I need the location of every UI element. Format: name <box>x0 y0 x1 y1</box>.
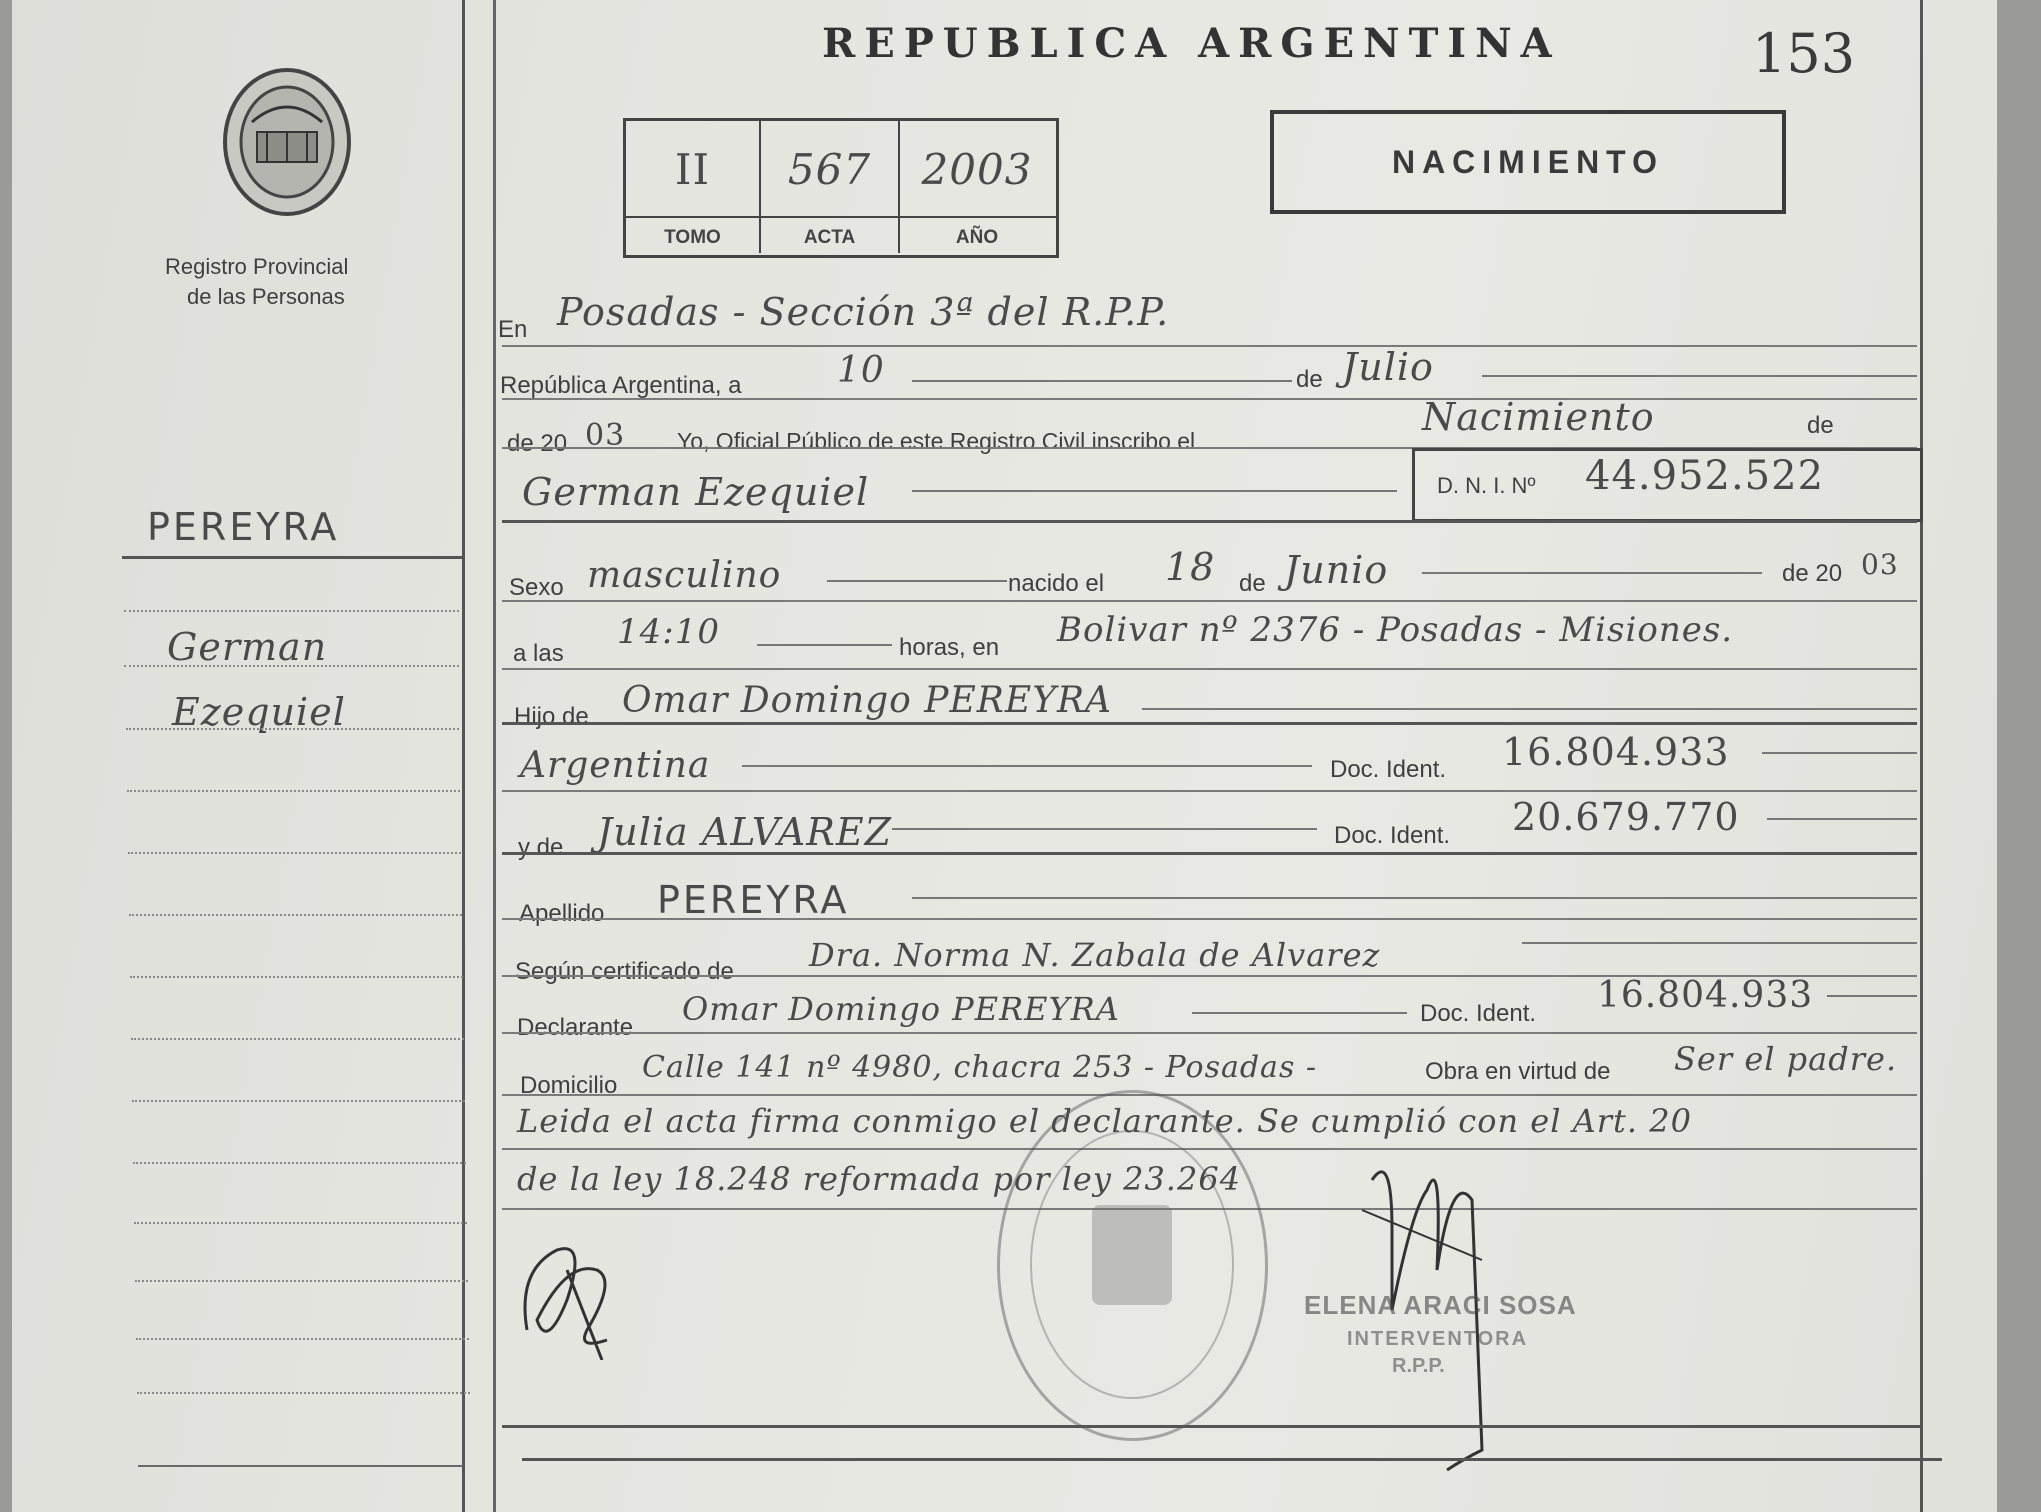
fill-line <box>1827 995 1917 997</box>
doc-ident-label-1: Doc. Ident. <box>1330 756 1447 783</box>
form-left-border <box>493 0 496 1512</box>
domicilio-value: Calle 141 nº 4980, chacra 253 - Posadas - <box>642 1050 1318 1085</box>
record-type-label: NACIMIENTO <box>1391 144 1665 180</box>
declarante-doc-number: 16.804.933 <box>1597 975 1814 1016</box>
margin-given-name-1: German <box>167 625 328 669</box>
a-las-label: a las <box>513 640 564 667</box>
margin-surname: PEREYRA <box>147 505 340 549</box>
obra-label: Obra en virtud de <box>1425 1058 1611 1085</box>
ruled-line <box>502 600 1917 602</box>
republica-label: República Argentina, a <box>500 372 742 399</box>
form-right-border <box>1920 0 1923 1512</box>
margin-line <box>128 852 461 854</box>
ano-label: AÑO <box>955 227 999 248</box>
en-label: En <box>498 316 528 343</box>
nacido-label: nacido el <box>1008 570 1105 597</box>
margin-line <box>132 1100 465 1102</box>
margin-surname-underline <box>122 556 462 559</box>
birth-place: Bolivar nº 2376 - Posadas - Misiones. <box>1057 610 1734 650</box>
officer-stamp-office: R.P.P. <box>1392 1355 1445 1377</box>
left-margin-border <box>462 0 465 1512</box>
fill-line <box>1767 818 1917 820</box>
registry-name-line1: Registro Provincial <box>165 254 349 279</box>
fill-line <box>892 828 1317 830</box>
notes-line-1: Leida el acta firma conmigo el declarante. Se cumplió con el Art. 20 <box>517 1102 1692 1140</box>
margin-bottom-line <box>138 1465 463 1467</box>
obra-value: Ser el padre. <box>1674 1040 1898 1078</box>
ruled-line <box>502 1094 1917 1096</box>
ano-cell <box>900 121 1054 253</box>
apellido-label: Apellido <box>519 900 605 927</box>
ruled-line <box>502 852 1917 855</box>
hijo-label: Hijo de <box>514 703 589 730</box>
yde-label: y de <box>518 834 564 861</box>
margin-line <box>131 1038 464 1040</box>
acta-label: ACTA <box>803 227 856 248</box>
margin-line <box>124 610 459 612</box>
certificate-number: 153 <box>1752 22 1856 85</box>
fill-line <box>1482 375 1917 377</box>
ruled-line <box>502 722 1917 725</box>
ano-value: 2003 <box>921 145 1033 194</box>
seal-center-emblem <box>1092 1205 1172 1305</box>
fill-line <box>1192 1012 1407 1014</box>
margin-line <box>130 976 463 978</box>
birth-certificate-page <box>12 0 1997 1512</box>
margin-line <box>136 1338 469 1340</box>
child-given-names: German Ezequiel <box>522 470 870 514</box>
birth-year-prefix: de 20 <box>1782 560 1843 587</box>
apellido-value: PEREYRA <box>657 878 850 922</box>
ruled-line <box>502 520 1917 523</box>
ruled-line <box>502 790 1917 792</box>
certificate-doctor: Dra. Norma N. Zabala de Alvarez <box>809 936 1381 974</box>
de-label-2: de <box>1807 412 1834 439</box>
fill-line <box>1762 752 1917 754</box>
margin-line <box>134 1222 467 1224</box>
officer-stamp-name: ELENA ARACI SOSA <box>1304 1290 1577 1320</box>
tomo-value: II <box>674 145 711 194</box>
fill-line <box>742 765 1312 767</box>
fill-line <box>1422 572 1762 574</box>
acta-value: 567 <box>787 145 872 194</box>
dni-value: 44.952.522 <box>1585 453 1825 499</box>
doc-ident-label-3: Doc. Ident. <box>1420 1000 1537 1027</box>
fill-line <box>1142 708 1917 710</box>
margin-line <box>127 790 460 792</box>
registration-month: Julio <box>1342 345 1434 389</box>
father-name: Omar Domingo PEREYRA <box>622 680 1113 721</box>
dni-label: D. N. I. Nº <box>1437 473 1536 498</box>
fill-line <box>757 644 892 646</box>
ruled-line <box>502 918 1917 920</box>
margin-line <box>133 1162 466 1164</box>
father-doc-number: 16.804.933 <box>1502 730 1730 774</box>
place-of-registration: Posadas - Sección 3ª del R.P.P. <box>557 290 1170 334</box>
sexo-value: masculino <box>587 555 782 596</box>
fill-line <box>827 580 1007 582</box>
margin-line <box>137 1392 470 1394</box>
acta-cell <box>761 121 900 253</box>
mother-name: Julia ALVAREZ <box>597 810 892 854</box>
declarant-signature-icon <box>507 1210 647 1360</box>
registry-name-line2: de las Personas <box>187 284 345 309</box>
act-type-value: Nacimiento <box>1422 395 1655 439</box>
tomo-cell <box>626 121 761 253</box>
year-prefix: de 20 <box>507 430 568 457</box>
notes-line-2: de la ley 18.248 reformada por ley 23.264 <box>517 1160 1242 1198</box>
record-table <box>623 118 1059 258</box>
ruled-line <box>502 668 1917 670</box>
margin-line <box>124 665 459 667</box>
birth-hour: 14:10 <box>617 612 720 652</box>
tomo-label: TOMO <box>664 227 721 248</box>
birth-year-suffix: 03 <box>1861 548 1899 581</box>
doc-ident-label-2: Doc. Ident. <box>1334 822 1451 849</box>
birth-month: Junio <box>1284 548 1389 592</box>
de-label: de <box>1296 366 1323 393</box>
bottom-ruled-line <box>502 1425 1922 1428</box>
sexo-label: Sexo <box>509 574 564 601</box>
fill-line <box>912 490 1397 492</box>
bottom-ruled-line <box>522 1458 1942 1461</box>
margin-line <box>126 728 459 730</box>
margin-line <box>129 914 462 916</box>
ruled-line <box>502 1032 1917 1034</box>
fill-line <box>1522 942 1917 944</box>
father-nationality: Argentina <box>520 745 711 786</box>
fill-line <box>912 380 1292 382</box>
domicilio-label: Domicilio <box>520 1072 618 1099</box>
coat-of-arms-seal <box>212 62 362 222</box>
registration-day: 10 <box>837 350 885 391</box>
margin-line <box>135 1280 468 1282</box>
birth-day: 18 <box>1165 545 1216 589</box>
margin-given-name-2: Ezequiel <box>172 690 346 734</box>
officer-stamp-title: INTERVENTORA <box>1347 1328 1529 1350</box>
country-title: REPUBLICA ARGENTINA <box>822 20 1561 67</box>
horas-label: horas, en <box>899 634 1000 661</box>
declarante-label: Declarante <box>517 1014 634 1041</box>
ruled-line <box>502 398 1917 400</box>
record-type-box <box>1270 110 1786 214</box>
officer-text: Yo, Oficial Público de este Registro Civil inscribo el <box>677 428 1196 454</box>
de-label-3: de <box>1239 570 1266 597</box>
declarante-name: Omar Domingo PEREYRA <box>682 990 1120 1028</box>
fill-line <box>912 897 1917 899</box>
segun-label: Según certificado de <box>515 958 734 985</box>
year-suffix: 03 <box>585 418 626 453</box>
ruled-line <box>502 345 1917 347</box>
dni-box <box>1412 448 1923 522</box>
mother-doc-number: 20.679.770 <box>1512 795 1740 839</box>
